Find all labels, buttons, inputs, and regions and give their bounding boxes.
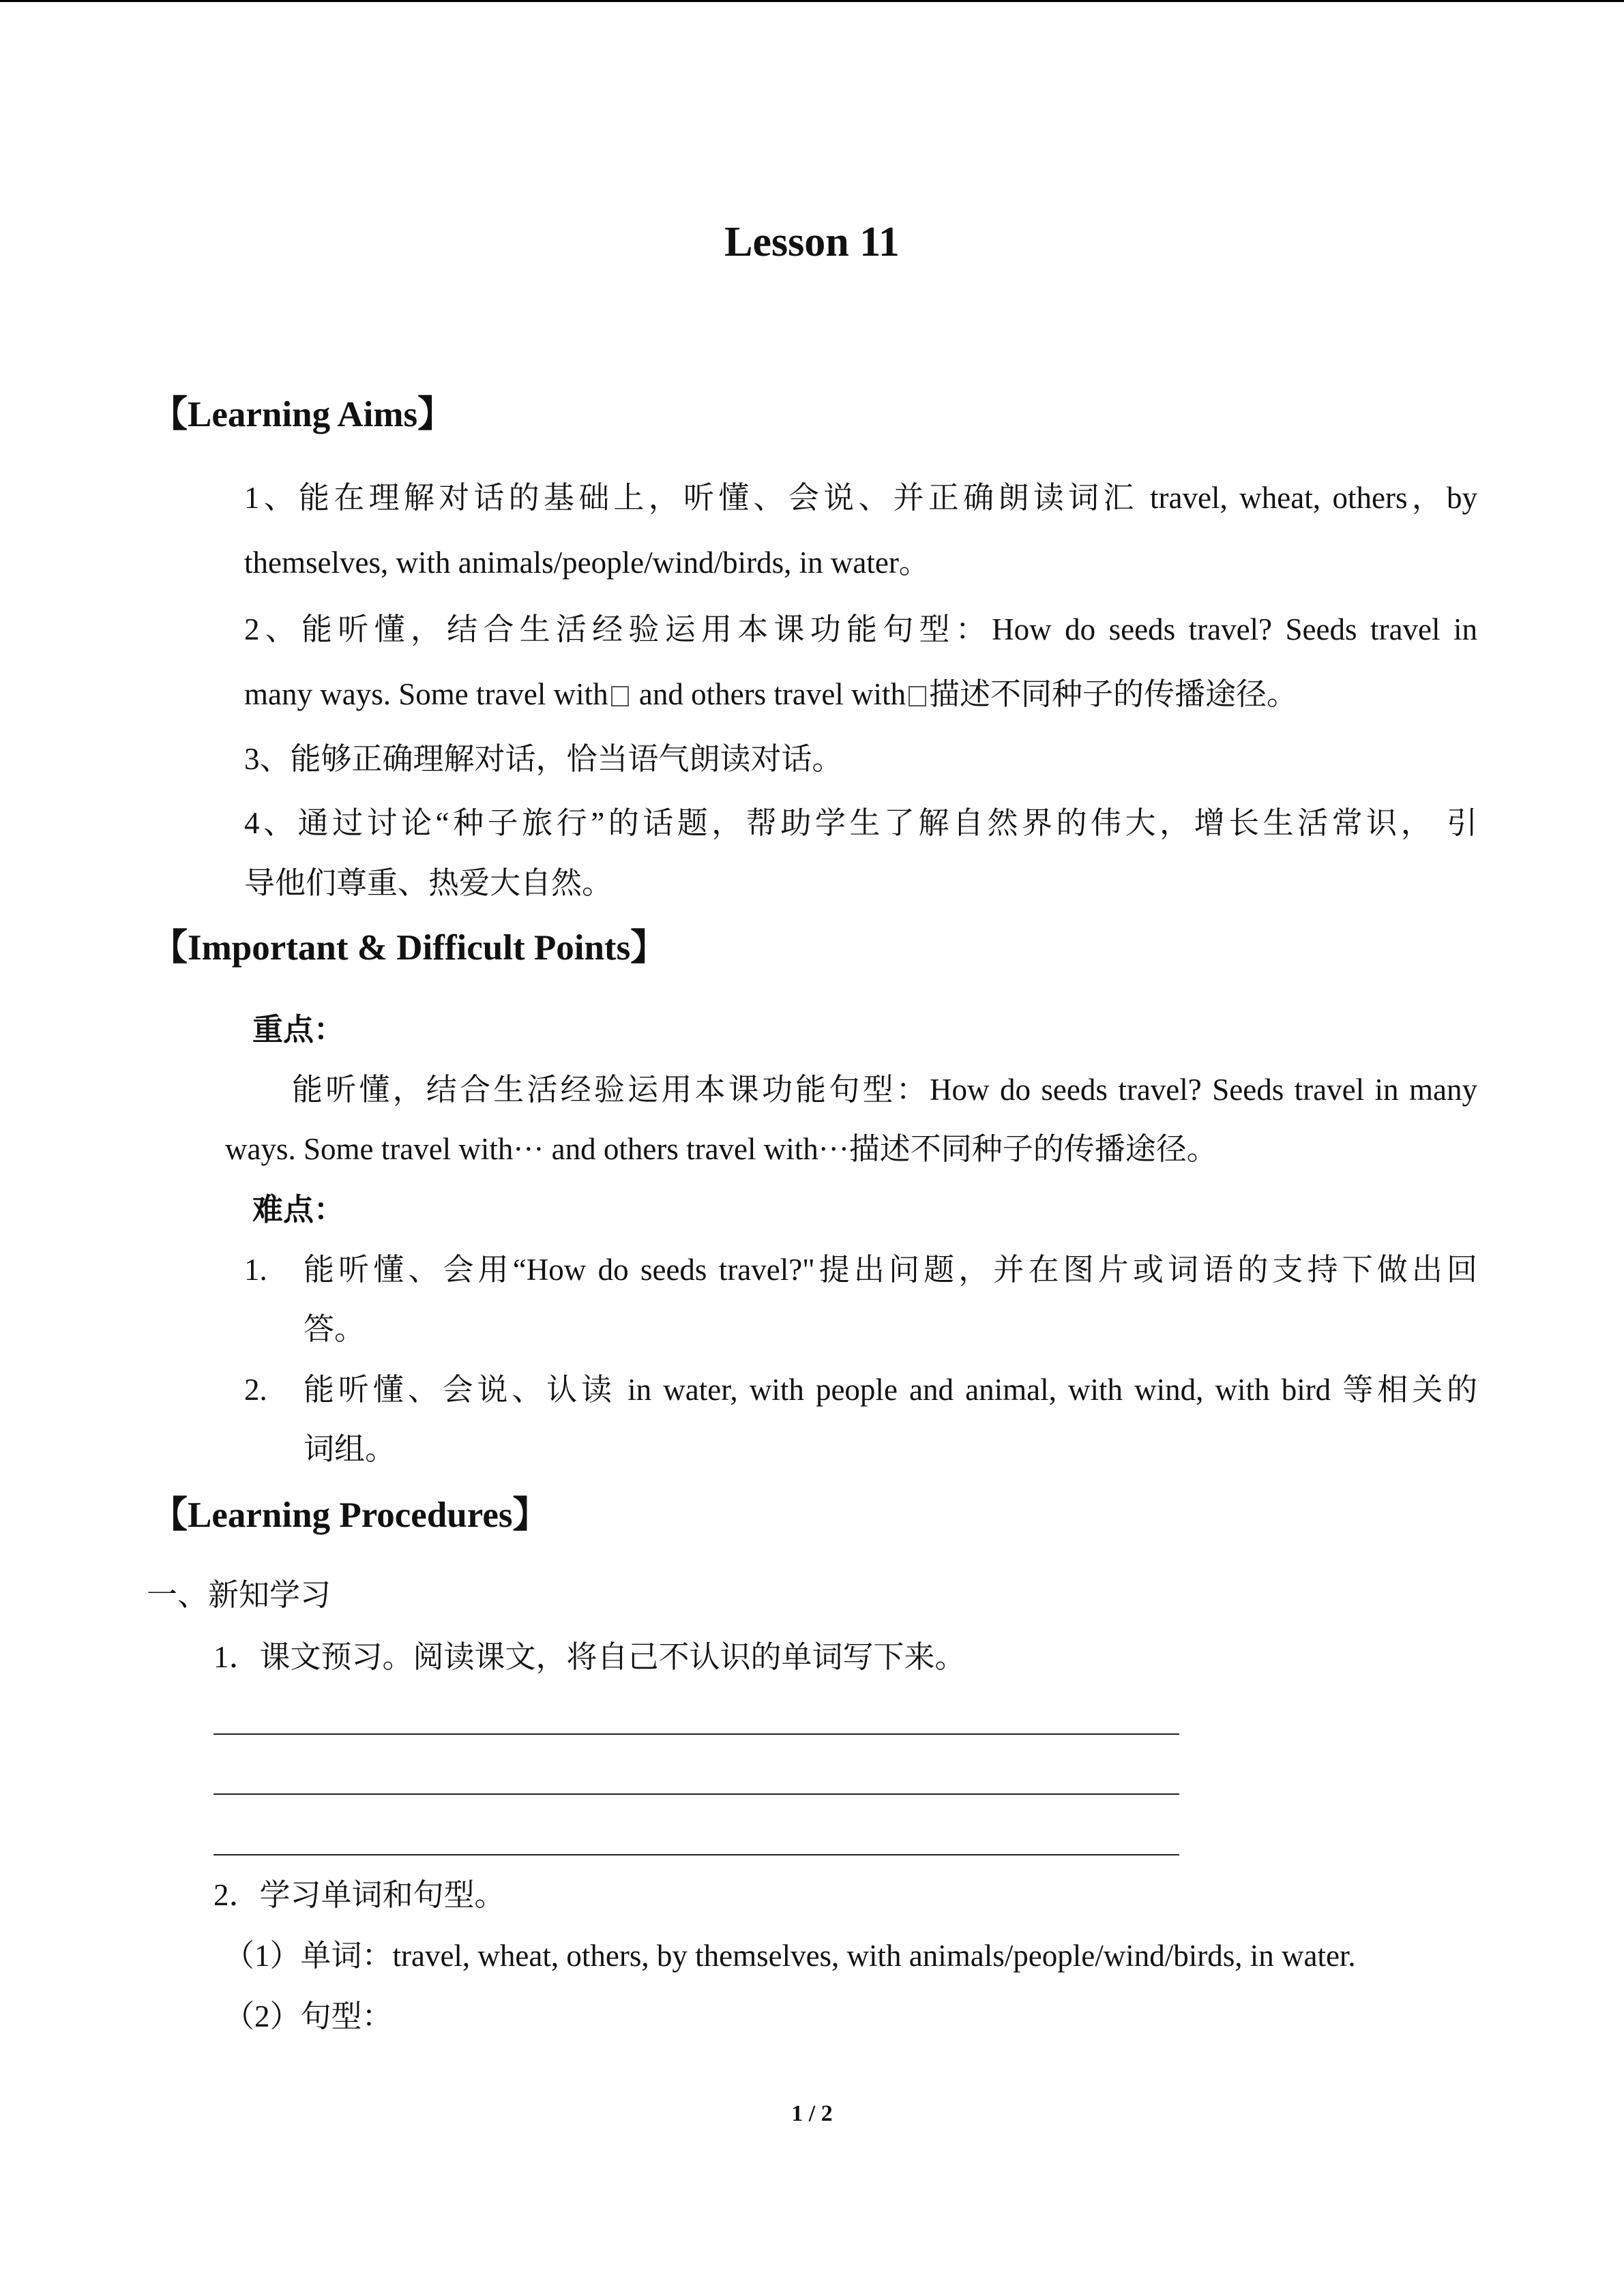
- page-title: Lesson 11: [724, 219, 900, 265]
- part-1-title: 一、新知学习: [147, 1578, 331, 1612]
- difficult-1-number: 1.: [244, 1253, 267, 1287]
- difficult-points-label: 难点：: [252, 1193, 345, 1227]
- points-heading: 【Important & Difficult Points】: [151, 928, 667, 968]
- difficult-2-line-1: 能听懂、会说、认读 in water, with people and animal, with wind, with bird 等相关的: [304, 1373, 1477, 1407]
- difficult-2-number: 2.: [244, 1373, 267, 1407]
- aim-3: 3、能够正确理解对话，恰当语气朗读对话。: [244, 742, 843, 776]
- key-points-line-1: 能听懂，结合生活经验运用本课功能句型：How do seeds travel? Seeds travel in many: [292, 1073, 1477, 1107]
- key-points-line-2: ways. Some travel with··· and others travel with···描述不同种子的传播途径。: [225, 1132, 1217, 1166]
- aim-2-line-2: [244, 674, 1297, 715]
- vocabulary-line: （1）单词：travel, wheat, others, by themselves, with animals/people/wind/birds, in water.: [224, 1939, 1356, 1973]
- top-border: [0, 0, 1624, 2]
- aim-1-line-2: themselves, with animals/people/wind/birds, in water。: [244, 546, 930, 580]
- blank-box-icon: [611, 686, 629, 706]
- step-2-study: 2．学习单词和句型。: [213, 1878, 505, 1912]
- procedures-heading: 【Learning Procedures】: [151, 1495, 549, 1535]
- sentence-patterns-line: （2）句型：: [224, 1999, 393, 2033]
- aim-4-line-1: 4、通过讨论“种子旅行”的话题，帮助学生了解自然界的伟大，增长生活常识， 引: [244, 806, 1477, 840]
- step-1-preview: 1．课文预习。阅读课文，将自己不认识的单词写下来。: [213, 1640, 966, 1674]
- answer-blank-line[interactable]: [213, 1854, 1179, 1855]
- answer-blank-line[interactable]: [213, 1733, 1179, 1735]
- aim-4-line-2: 导他们尊重、热爱大自然。: [244, 866, 613, 900]
- key-points-label: 重点：: [252, 1013, 345, 1047]
- difficult-1-line-1: 能听懂、会用“How do seeds travel?"提出问题，并在图片或词语的支持下做出回: [304, 1253, 1477, 1287]
- difficult-2-line-2: 词组。: [304, 1432, 396, 1466]
- page-number: 1 / 2: [791, 2101, 833, 2126]
- aim-2-line-1: 2、能听懂，结合生活经验运用本课功能句型：How do seeds travel? Seeds travel in: [244, 612, 1477, 646]
- answer-blank-line[interactable]: [213, 1793, 1179, 1795]
- aim-2-text-post: 描述不同种子的传播途径。: [929, 677, 1298, 711]
- difficult-1-line-2: 答。: [304, 1312, 366, 1346]
- blank-box-icon: [909, 686, 926, 706]
- aim-2-text-pre: many ways. Some travel with: [244, 677, 608, 711]
- aim-1-line-1: 1、能在理解对话的基础上，听懂、会说、并正确朗读词汇 travel, wheat, others，by: [244, 481, 1477, 515]
- learning-aims-heading: 【Learning Aims】: [151, 395, 454, 434]
- aim-2-text-mid: and others travel with: [631, 677, 906, 711]
